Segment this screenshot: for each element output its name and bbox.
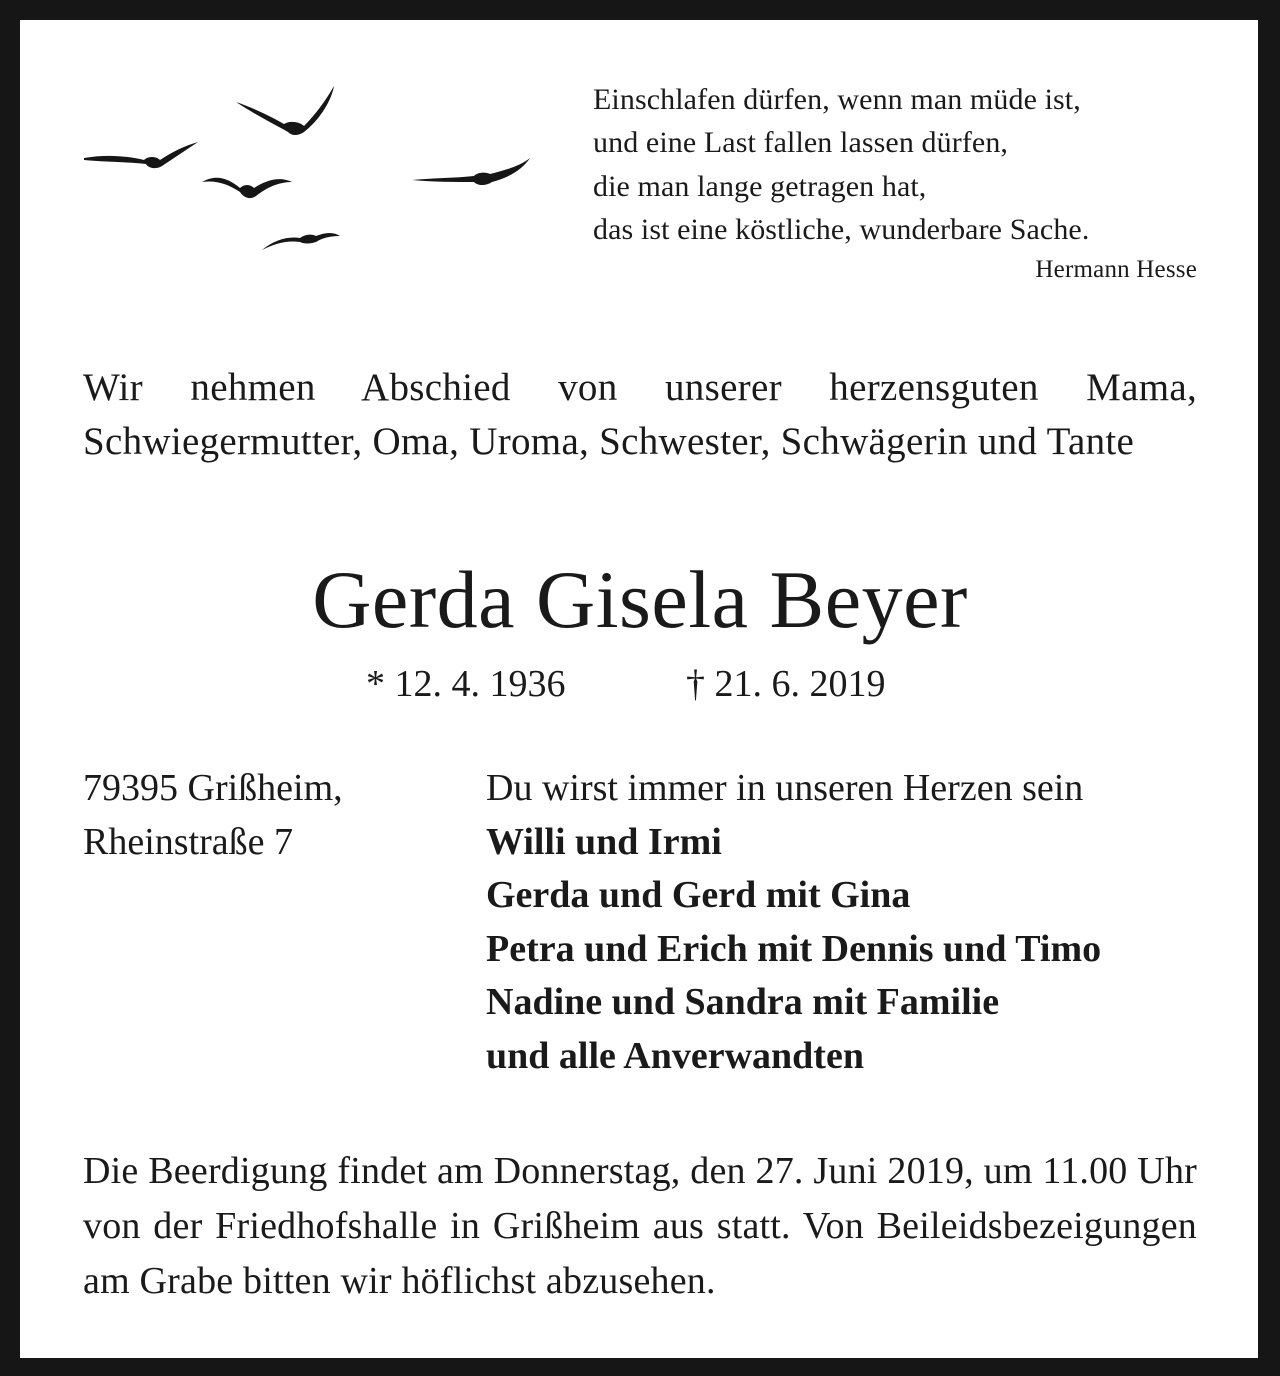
quote-line: und eine Last fallen lassen dürfen, — [593, 126, 1009, 160]
quote-line: Einschlafen dürfen, wenn man müde ist, — [593, 83, 1081, 116]
quote-line: die man lange getragen hat, — [593, 169, 927, 203]
mourners-list — [486, 762, 1101, 1083]
address-line: 79395 Grißheim, — [83, 767, 343, 809]
deceased-name: Gerda Gisela Beyer — [312, 554, 968, 645]
mourner-entry: Willi und Irmi — [486, 820, 722, 863]
mourner-entry: Petra und Erich mit Dennis und Timo — [486, 927, 1102, 970]
death-date: † 21. 6. 2019 — [686, 663, 886, 705]
quote-line: das ist eine köstliche, wunderbare Sache. — [593, 212, 1090, 246]
funeral-notice: Die Beerdigung findet am Donnerstag, den 27. Juni 2019, um 11.00 Uhr von der Friedhofshalle in Grißheim aus statt. Von Beileidsbezeigungen am Grabe bitten wir höflichst abzusehen. — [83, 1150, 1197, 1302]
quote-author: Hermann Hesse — [1035, 256, 1197, 284]
hesse-quote — [593, 78, 1197, 285]
mourner-entry: Gerda und Gerd mit Gina — [486, 874, 911, 916]
address-line: Rheinstraße 7 — [83, 820, 294, 863]
mourner-entry: Nadine und Sandra mit Familie — [486, 981, 1000, 1023]
flying-birds-icon — [78, 78, 540, 258]
family-address — [83, 762, 343, 869]
mourner-entry: und alle Anverwandten — [486, 1034, 864, 1077]
mourners-heading: Du wirst immer in unseren Herzen sein — [486, 767, 1084, 809]
birth-date: * 12. 4. 1936 — [366, 663, 566, 705]
farewell-intro: Wir nehmen Abschied von unserer herzensguten Mama, Schwiegermutter, Oma, Uroma, Schwester, Schwägerin und Tante — [83, 366, 1197, 463]
